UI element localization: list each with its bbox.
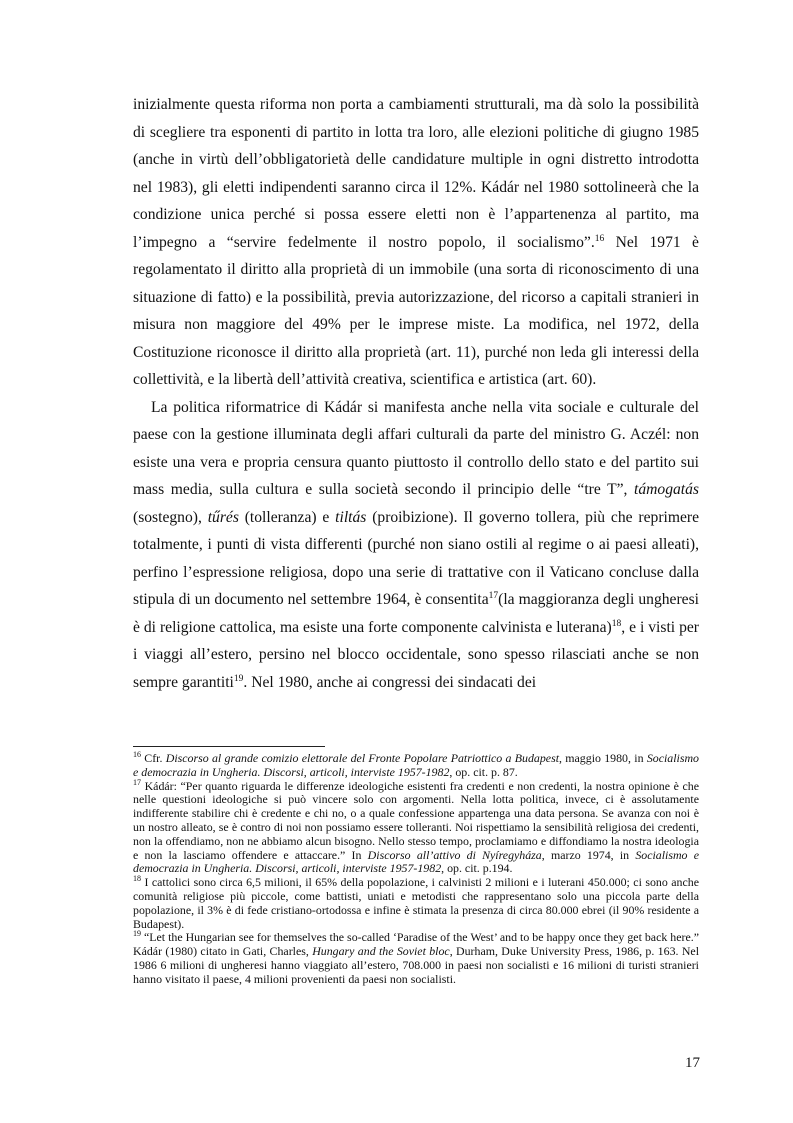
- footnote-ref-19: 19: [233, 673, 244, 684]
- paragraph-2-text-g: . Nel 1980, anche ai congressi dei sindacati dei: [243, 673, 537, 691]
- footnote-text: , op. cit. p. 87.: [449, 764, 518, 779]
- footnote-ref-18: 18: [611, 618, 622, 629]
- footnote-18: [133, 876, 699, 931]
- footnote-text: , Durham, Duke University Press, 1986, p. 163. Nel 1986 6 milioni di ungheresi hanno viaggiato all’estero, 708.000 in paesi non socialisti e 16 milioni di turisti stranieri hanno visitato il paese, 4 milioni provenienti da paesi non socialisti.: [133, 944, 699, 986]
- paragraph-2-text-a: La politica riformatrice di Kádár si manifesta anche nella vita sociale e culturale del paese con la gestione illuminata degli affari culturali da parte del ministro G. Aczél: non esiste una vera e propria censura quanto piuttosto il controllo dello stato e del partito sui mass media, sulla cultura e sulla società secondo il principio delle “tre T”,: [133, 398, 699, 498]
- footnote-text: , marzo 1974, in: [541, 847, 636, 862]
- footnote-17: [133, 777, 699, 877]
- paragraph-1-text-a: inizialmente questa riforma non porta a cambiamenti strutturali, ma dà solo la possibilità di scegliere tra esponenti di partito in lotta tra loro, alle elezioni politiche di giugno 1985 (anche in virtù dell’obbligatorietà delle candidature multiple in ogni distretto introdotta nel 1983), gli eletti indipendenti saranno circa il 12%. Kádár nel 1980 sottolineerà che la condizione unica perché si possa essere eletti non è l’appartenenza al partito, ma l’impegno a “servire fedelmente il nostro popolo, il socialismo”.: [133, 96, 699, 251]
- term-tamogatas: támogatás: [634, 481, 699, 498]
- footnote-number: 18: [133, 874, 141, 884]
- footnote-text: “Let the Hungarian see for themselves the so-called ‘Paradise of the West’ and to be happy once they get back here.” Kádár (1980) citato in Gati, Charles,: [133, 930, 699, 959]
- paragraph-1-text-b: Nel 1971 è regolamentato il diritto alla proprietà di un immobile (una sorta di riconoscimento di una situazione di fatto) e la possibilità, previa autorizzazione, del ricorso a capitali stranieri in misura non maggiore del 49% per le imprese miste. La modifica, nel 1972, della Costituzione riconosce il diritto alla proprietà (art. 11), purché non leda gli interessi della collettività, e la libertà dell’attività creativa, scientifica e artistica (art. 60).: [133, 233, 699, 388]
- term-tiltas: tiltás: [335, 508, 367, 526]
- footnote-title: Socialismo e democrazia in Ungheria. Discorsi, articoli, interviste 1957-1982: [133, 751, 699, 779]
- paragraph-2-text-b: (sostegno),: [133, 508, 208, 526]
- footnote-ref-17: 17: [488, 590, 499, 601]
- footnote-text: , maggio 1980, in: [559, 751, 647, 765]
- footnote-number: 19: [133, 929, 141, 939]
- footnote-text: I cattolici sono circa 6,5 milioni, il 65% della popolazione, i calvinisti 2 milioni e i luterani 450.000; ci sono anche comunità religiose più piccole, come battisti, uniati e metodisti che rappresentano solo una piccola parte della popolazione, il 3% è di fede cristiano-ortodossa e infine è stimata la presenza di circa 80.000 ebrei (il 90% residente a Budapest).: [133, 875, 699, 931]
- term-tures: tűrés: [207, 508, 239, 526]
- footnote-text: Kádár: “Per quanto riguarda le differenze ideologiche esistenti fra credenti e non credenti, la nostra opinione è che nelle questioni ideologiche si può vincere solo con argomenti. Nella lotta politica, invece, ci è assolutamente indifferente stabilire chi è credente e chi no, o a quale confessione appartenga una data persona. Se avanza con noi è un nostro alleato, se è contro di noi non possiamo essere tolleranti. Noi rispettiamo la sensibilità religiosa dei credenti, non la offendiamo, non ne abbiamo alcun bisogno. Nello stesso tempo, proclamiamo e diffondiamo la nostra ideologia e non la lasciamo offendere e attaccare.” In: [133, 778, 699, 862]
- footnote-number: 17: [133, 777, 141, 787]
- footnote-19: [133, 931, 699, 986]
- body-text: [133, 91, 699, 696]
- footnote-title: Hungary and the Soviet bloc: [312, 944, 450, 959]
- footnote-title: Discorso al grande comizio elettorale del Fronte Popolare Patriottico a Budapest: [165, 751, 560, 765]
- paragraph-1: [133, 91, 699, 394]
- paragraph-2-text-f: , e i visti per i viaggi all’estero, persino nel blocco occidentale, sono spesso rilasciati anche se non sempre garantiti: [133, 618, 699, 691]
- footnote-text: Cfr.: [141, 751, 166, 765]
- paragraph-2: [133, 394, 699, 697]
- footnote-number: 16: [133, 750, 141, 760]
- page-number: 17: [685, 1055, 700, 1071]
- paragraph-2-text-c: (tolleranza) e: [238, 508, 336, 526]
- paragraph-2-text-e: (la maggioranza degli ungheresi è di religione cattolica, ma esiste una forte componente calvinista e luterana): [133, 591, 699, 636]
- footnote-title: Discorso all’attivo di Nyíregyháza: [367, 847, 542, 862]
- footnote-text: , op. cit. p.194.: [441, 861, 513, 876]
- footnote-ref-16: 16: [594, 233, 605, 244]
- paragraph-2-text-d: (proibizione). Il governo tollera, più che reprimere totalmente, i punti di vista differenti (purché non siano ostili al regime o ai paesi alleati), perfino l’espressione religiosa, dopo una serie di trattative con il Vaticano concluse dalla stipula di un documento nel settembre 1964, è consentita: [133, 508, 700, 608]
- footnote-title: Socialismo e democrazia in Ungheria. Discorsi, articoli, interviste 1957-1982: [133, 847, 699, 876]
- footnote-separator: [133, 746, 325, 747]
- footnotes: [133, 752, 699, 987]
- footnote-16: [133, 752, 699, 780]
